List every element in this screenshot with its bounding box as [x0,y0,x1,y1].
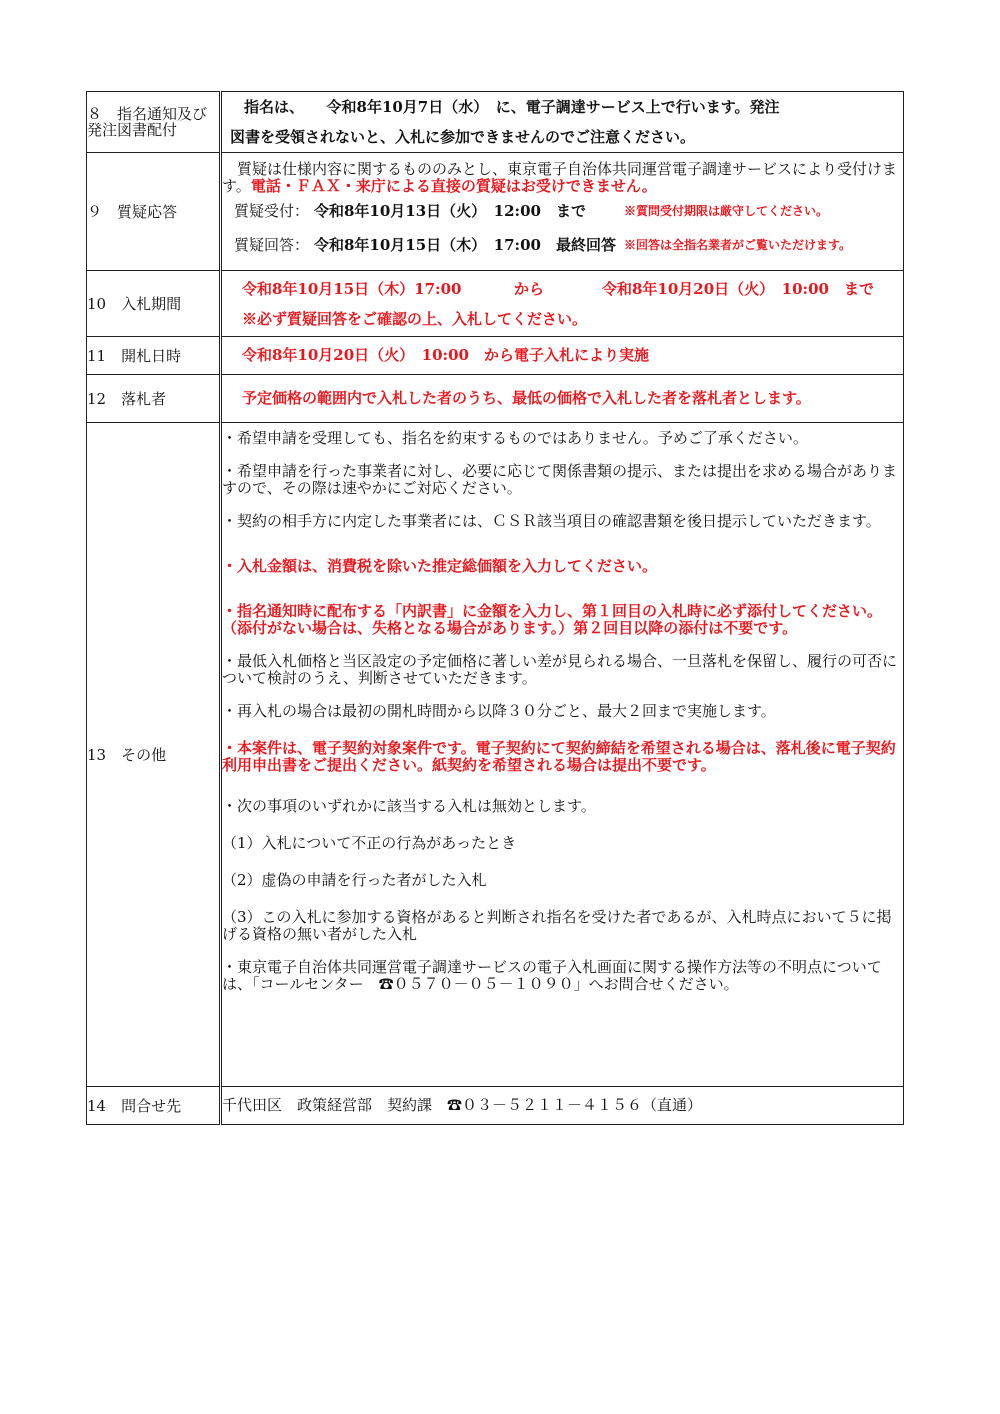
other-item-1: ・希望申請を受理しても、指名を約束するものではありません。予めご了承ください。 [222,429,808,447]
questions-intro: 質疑は仕様内容に関するもののみとし、東京電子自治体共同運営電子調達サービスにより受付けます。電話・ＦＡＸ・来庁による直接の質疑はお受けできません。 [222,159,898,195]
designation-line-2: 図書を受領されないと、入札に参加できませんのでご注意ください。 [230,128,696,146]
other-item-13: ・東京電子自治体共同運営電子調達サービスの電子入札画面に関する操作方法等の不明点については、「コールセンター ☎０５７０－０５－１０９０」へお問合せください。 [222,958,882,993]
answer-date-note: ※回答は全指名業者がご覧いただけます。 [624,238,852,252]
other-item-4: ・入札金額は、消費税を除いた推定総価額を入力してください。 [222,557,658,575]
row-label: 11 開札日時 [87,337,221,375]
question-deadline-value: 令和8年10月13日（火） 12:00 まで [314,202,586,220]
row-winner [87,375,904,423]
question-deadline-row [222,195,903,229]
designation-line-1: 指名は、 令和8年10月7日（水） に、電子調達サービス上で行います。発注 [244,98,780,116]
other-item-10: （1）入札について不正の行為があったとき [222,834,517,852]
row-designation-notice [87,92,904,153]
row-label: 12 落札者 [87,375,221,423]
document-sheet [86,91,904,1125]
other-item-11: （2）虚偽の申請を行った者がした入札 [222,871,487,889]
row-label: ９ 質疑応答 [87,153,221,271]
other-item-9: ・次の事項のいずれかに該当する入札は無効とします。 [222,797,596,815]
tender-info-table [86,91,904,1125]
opening-date-text: 令和8年10月20日（火） 10:00 から電子入札により実施 [221,337,904,375]
row-other [87,423,904,1087]
row-label: 14 問合せ先 [87,1087,221,1125]
other-item-7: ・再入札の場合は最初の開札時間から以降３０分ごと、最大２回まで実施します。 [222,702,776,720]
other-item-12: （3）この入札に参加する資格があると判断され指名を受けた者であるが、入札時点において５に掲げる資格の無い者がした入札 [222,908,892,943]
winner-text: 予定価格の範囲内で入札した者のうち、最低の価格で入札した者を落札者とします。 [221,375,904,423]
bid-period-note: ※必ず質疑回答をご確認の上、入札してください。 [242,309,588,328]
answer-date-row [222,229,903,263]
questions-intro-warning: 電話・ＦＡＸ・来庁による直接の質疑はお受けできません。 [250,176,657,195]
other-item-5: ・指名通知時に配布する「内訳書」に金額を入力し、第１回目の入札時に必ず添付してください。（添付がない場合は、失格となる場合があります。）第２回目以降の添付は不要です。 [222,602,883,637]
bid-period-end: 令和8年10月20日（火） 10:00 まで [602,279,874,298]
row-label: ８ 指名通知及び発注図書配付 [87,92,221,153]
row-label: 13 その他 [87,423,221,1087]
other-item-8: ・本案件は、電子契約対象案件です。電子契約にて契約締結を希望される場合は、落札後に電子契約利用申出書をご提出ください。紙契約を希望される場合は提出不要です。 [222,739,896,774]
row-opening-date [87,337,904,375]
question-deadline-note: ※質問受付期限は厳守してください。 [624,204,829,218]
bid-period-start: 令和8年10月15日（木）17:00 [242,279,462,298]
row-questions [87,153,904,271]
answer-date-label: 質疑回答： [234,236,310,254]
bid-period-from: から [514,279,545,298]
other-item-3: ・契約の相手方に内定した事業者には、ＣＳＲ該当項目の確認書類を後日提示していただきます。 [222,512,881,530]
other-item-6: ・最低入札価格と当区設定の予定価格に著しい差が見られる場合、一旦落札を保留し、履行の可否について検討のうえ、判断させていただきます。 [222,652,898,687]
question-deadline-label: 質疑受付： [234,202,310,220]
bid-period-range [242,274,903,304]
row-contact [87,1087,904,1125]
row-bid-period [87,271,904,337]
contact-text: 千代田区 政策経営部 契約課 ☎０３－５２１１－４１５６（直通） [221,1087,904,1125]
answer-date-value: 令和8年10月15日（木） 17:00 最終回答 [314,236,616,254]
row-label: 10 入札期間 [87,271,221,337]
other-item-2: ・希望申請を行った事業者に対し、必要に応じて関係書類の提示、または提出を求める場合がありますので、その際は速やかにご対応ください。 [222,462,898,497]
